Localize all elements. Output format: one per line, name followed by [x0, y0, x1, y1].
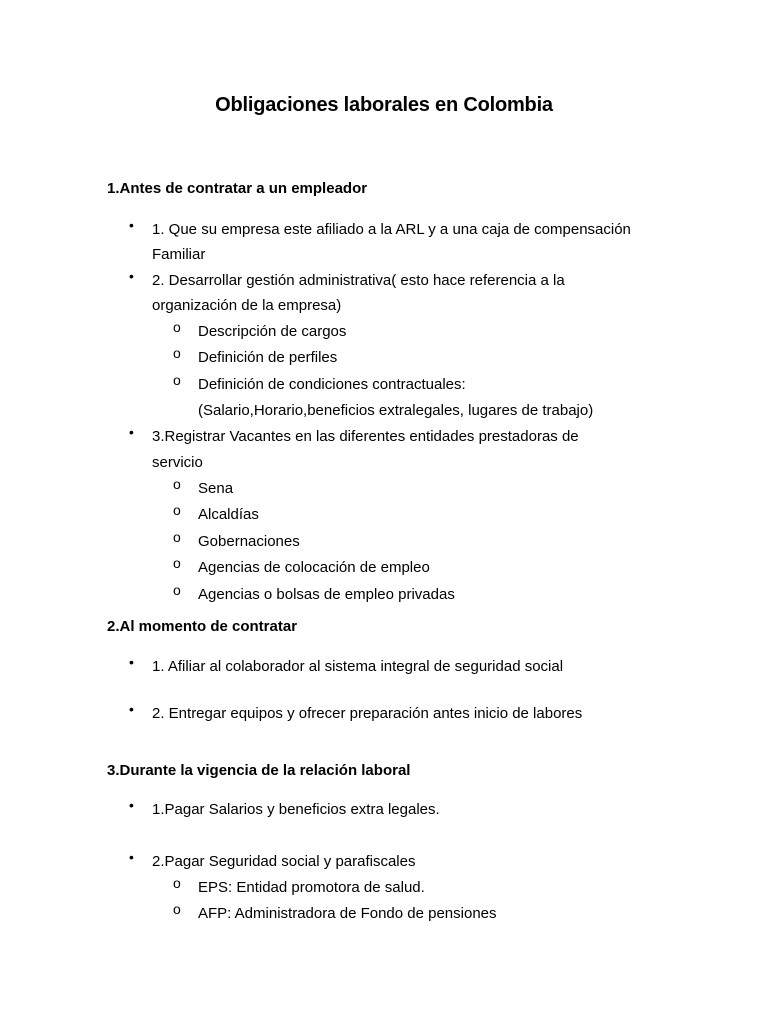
bullet-icon: • [129, 424, 134, 440]
circle-bullet-icon: o [173, 345, 181, 361]
sub-list-item-text: Agencias o bolsas de empleo privadas [198, 586, 455, 603]
document-title: Obligaciones laborales en Colombia [215, 94, 553, 116]
bullet-icon: • [129, 217, 134, 233]
circle-bullet-icon: o [173, 555, 181, 571]
list-item-text: 2. Entregar equipos y ofrecer preparación antes inicio de labores [152, 705, 583, 722]
sub-list-item-text: Agencias de colocación de empleo [198, 559, 430, 576]
circle-bullet-icon: o [173, 372, 181, 388]
sub-list-item-text: Gobernaciones [198, 533, 300, 550]
sub-list-item-text: EPS: Entidad promotora de salud. [198, 879, 425, 896]
list-item-text: organización de la empresa) [152, 297, 342, 314]
circle-bullet-icon: o [173, 319, 181, 335]
circle-bullet-icon: o [173, 901, 181, 917]
circle-bullet-icon: o [173, 582, 181, 598]
circle-bullet-icon: o [173, 476, 181, 492]
list-item-text: 1. Que su empresa este afiliado a la ARL y a una caja de compensación [152, 221, 631, 238]
list-item-text: 1.Pagar Salarios y beneficios extra legales. [152, 801, 440, 818]
list-item-text: 2. Desarrollar gestión administrativa( esto hace referencia a la [152, 272, 565, 289]
sub-list-item-text: Definición de condiciones contractuales: [198, 376, 466, 393]
bullet-icon: • [129, 797, 134, 813]
circle-bullet-icon: o [173, 529, 181, 545]
list-item-text: servicio [152, 454, 203, 471]
bullet-icon: • [129, 849, 134, 865]
section-heading: 1.Antes de contratar a un empleador [107, 180, 368, 197]
sub-list-item-text: AFP: Administradora de Fondo de pensiones [198, 905, 497, 922]
bullet-icon: • [129, 654, 134, 670]
list-item-text: 3.Registrar Vacantes en las diferentes entidades prestadoras de [152, 428, 579, 445]
section-heading: 2.Al momento de contratar [107, 618, 298, 635]
circle-bullet-icon: o [173, 502, 181, 518]
sub-list-item-text: Sena [198, 480, 234, 497]
list-item-text: 1. Afiliar al colaborador al sistema integral de seguridad social [152, 658, 564, 675]
list-item-text: 2.Pagar Seguridad social y parafiscales [152, 853, 416, 870]
sub-list-item-text: Definición de perfiles [198, 349, 338, 366]
bullet-icon: • [129, 701, 134, 717]
sub-list-item-text: Alcaldías [198, 506, 259, 523]
sub-list-item-text: (Salario,Horario,beneficios extralegales, lugares de trabajo) [198, 402, 594, 419]
sub-list-item-text: Descripción de cargos [198, 323, 347, 340]
section-heading: 3.Durante la vigencia de la relación laboral [107, 762, 411, 779]
circle-bullet-icon: o [173, 875, 181, 891]
list-item-text: Familiar [152, 246, 206, 263]
bullet-icon: • [129, 268, 134, 284]
